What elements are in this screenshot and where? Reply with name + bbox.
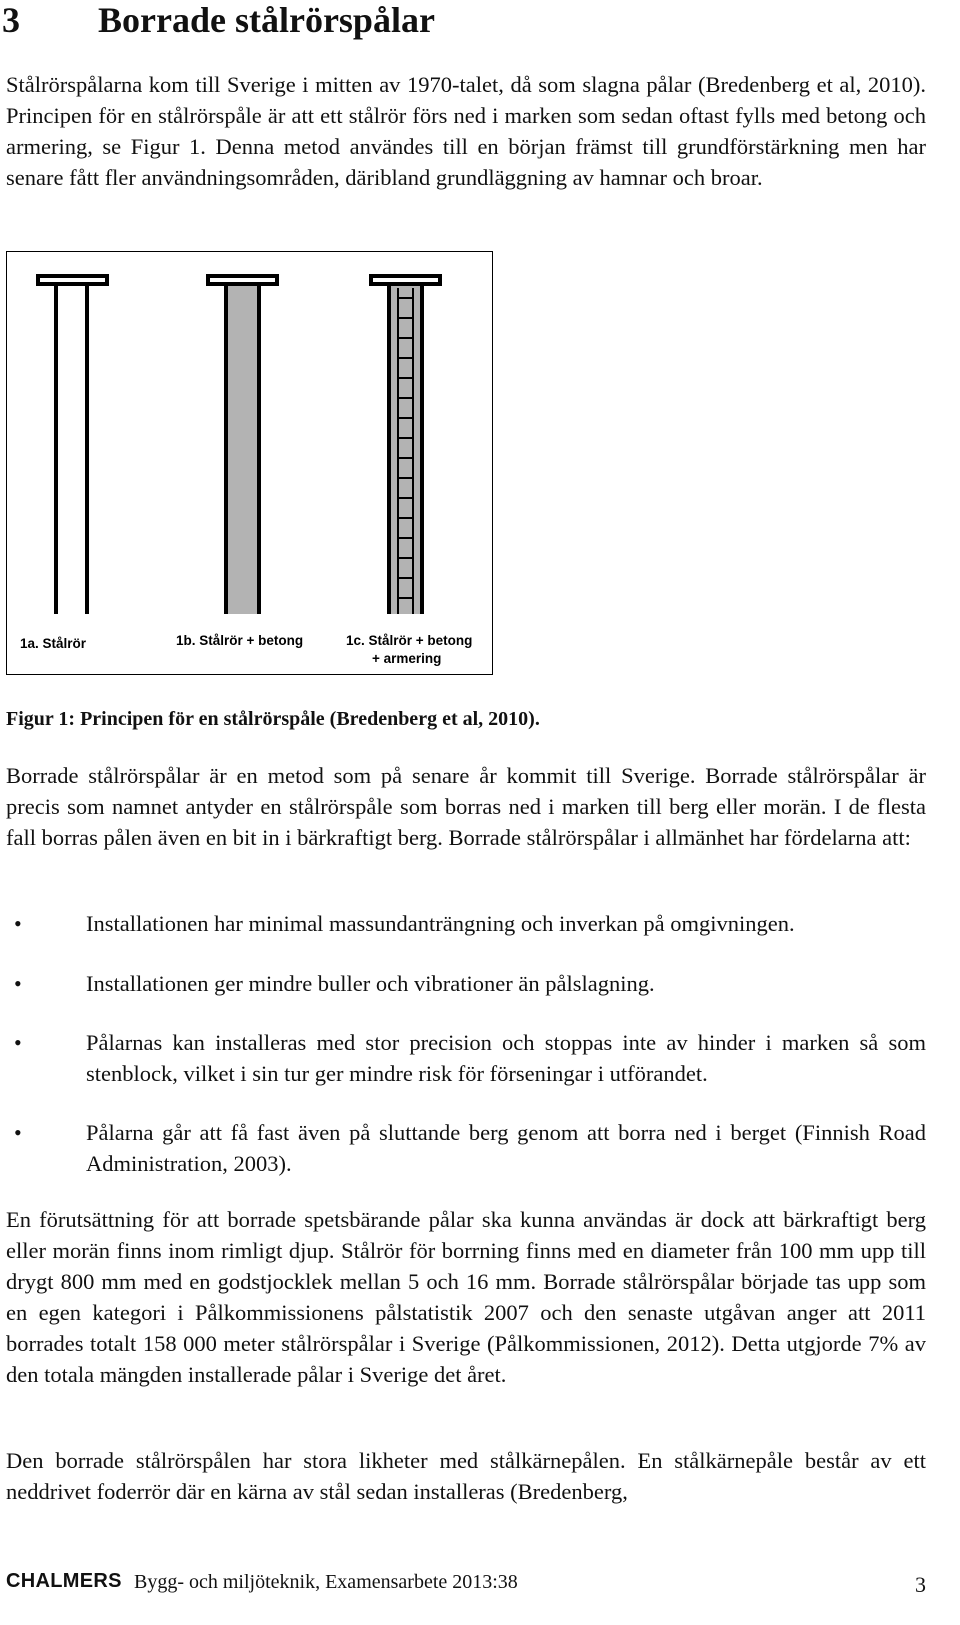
footer-department: Bygg- och miljöteknik, Examensarbete 2013:38 [134,1571,518,1593]
pile-1c-concrete-fill [391,286,421,614]
label-1a: 1a. Stålrör [20,636,87,651]
pile-1c-steel-concrete-reinforcement [371,276,440,614]
paragraph-stalkarnepale: Den borrade stålrörspålen har stora likheter med stålkärnepålen. En stålkärnepåle består av ett neddrivet foderrör där en kärna av stål sedan installeras (Bredenberg, [6,1448,926,1504]
page-number: 3 [915,1572,926,1597]
pile-1a-cap [38,276,107,284]
figure-caption: Figur 1: Principen för en stålrörspåle (Bredenberg et al, 2010). [6,708,540,730]
pile-1c-cap [371,276,440,284]
paragraph-borrade: Borrade stålrörspålar är en metod som på senare år kommit till Sverige. Borrade stålrörspålar är precis som namnet antyder en stålrörspåle som borras ned i marken till berg eller morän. I de flesta fall borras pålen även en bit in i bärkraftigt berg. Borrade stålrörspålar i allmänhet har fördelarna att: [6,763,926,850]
section-heading [2,0,435,42]
pile-1b-steel-concrete [208,276,277,614]
page-footer [6,1568,926,1608]
label-1c-line1: 1c. Stålrör + betong [346,633,473,648]
list-item: • Installationen ger mindre buller och vibrationer än pålslagning. [86,968,926,999]
section-number: 3 [2,0,20,40]
list-item: • Installationen har minimal massundanträngning och inverkan på omgivningen. [86,908,926,939]
paragraph-intro: Stålrörspålarna kom till Sverige i mitten av 1970-talet, då som slagna pålar (Bredenberg et al, 2010). Principen för en stålrörspåle är att ett stålrör förs ned i marken som sedan oftast fylls med betong och armering, se Figur 1. Denna metod användes till en början främst till grundförstärkning men har senare fått fler användningsområden, däribland grundläggning av hamnar och broar. [6,72,926,190]
label-1c-line2: + armering [372,651,442,666]
list-item: • Pålarnas kan installeras med stor precision och stoppas inte av hinder i marken så som stenblock, vilket i sin tur ger mindre risk för förseningar i utförandet. [86,1027,926,1089]
pile-1a-steel-tube [38,276,107,614]
label-1b: 1b. Stålrör + betong [176,633,304,648]
footer-brand: CHALMERS [6,1570,122,1592]
section-title: Borrade stålrörspålar [98,0,435,40]
pile-1b-concrete-fill [228,286,258,614]
pile-1b-cap [208,276,277,284]
list-item: • Pålarna går att få fast även på sluttande berg genom att borra ned i berget (Finnish Road Administration, 2003). [86,1117,926,1179]
pile-diagram-svg [7,252,494,676]
figure-1-pile-diagram [6,251,493,675]
paragraph-forutsattning: En förutsättning för att borrade spetsbärande pålar ska kunna användas är dock att bärkraftigt berg eller morän finns inom rimligt djup. Stålrör för borrning finns med en diameter från 100 mm upp till drygt 800 mm med en godstjocklek mellan 5 och 16 mm. Borrade stålrörspålar började tas upp som en egen kategori i Pålkommissionens pålstatistik 2007 och den senaste utgåvan anger att 2011 borrades totalt 158 000 meter stålrörspålar i Sverige (Pålkommissionen, 2012). Detta utgjorde 7% av den totala mängden installerade pålar i Sverige det året. [6,1207,926,1387]
